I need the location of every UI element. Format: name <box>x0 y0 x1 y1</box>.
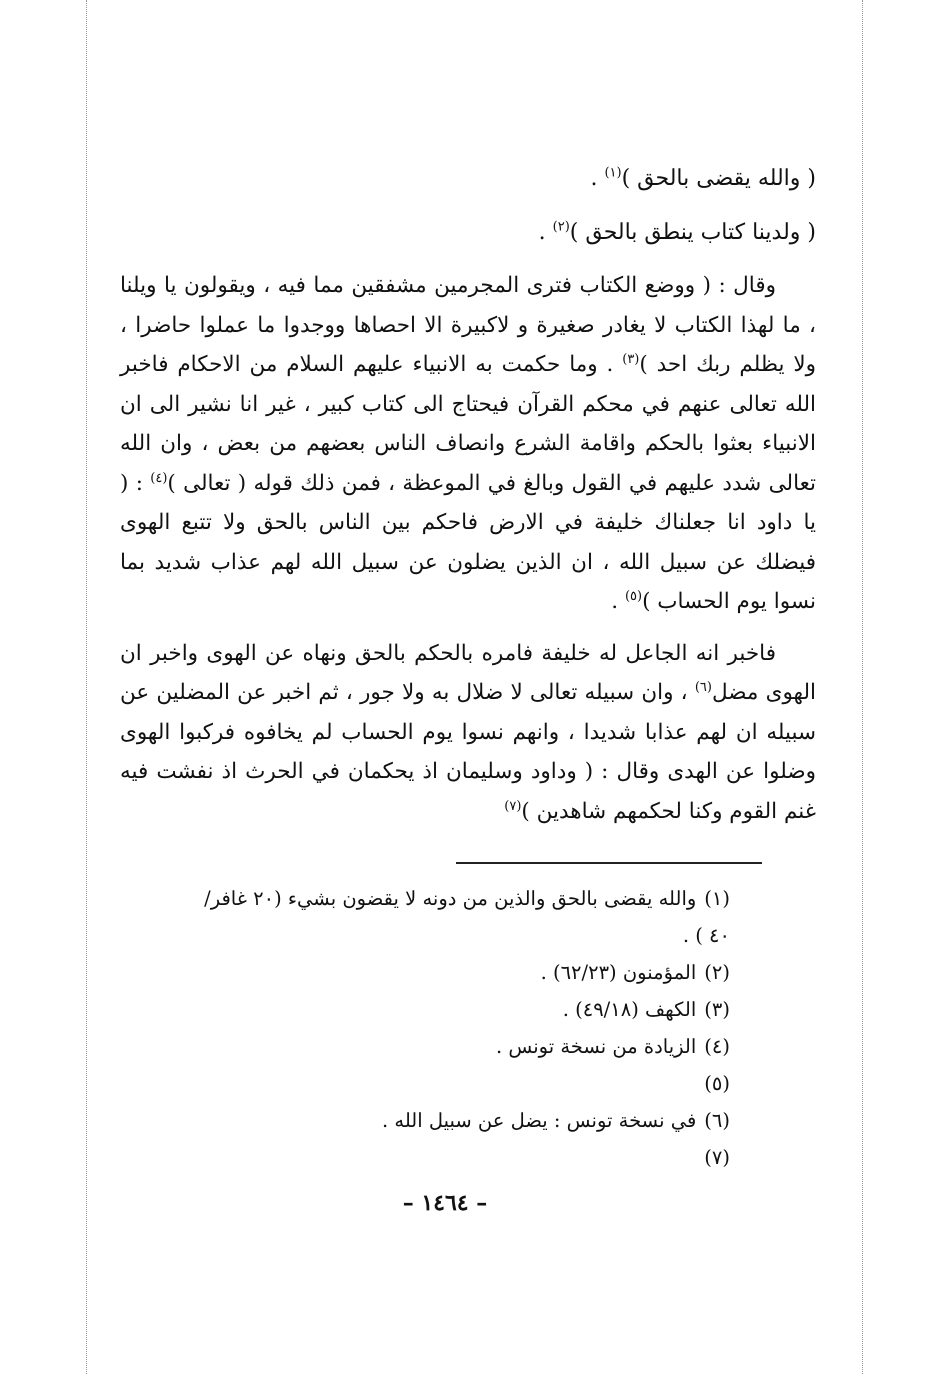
footnote-divider <box>456 862 762 864</box>
footnote-number: (٢) <box>704 961 730 984</box>
verse-ref: (٢) <box>552 219 570 235</box>
page-number: – ١٤٦٤ – <box>402 1190 488 1216</box>
footnote-number: (٦) <box>704 1109 730 1132</box>
footnote-text: ٤٠ ) . <box>682 924 730 947</box>
footnote-text: والله يقضى بالحق والذين من دونه لا يقضون بشيء (٢٠ غافر/ <box>204 887 697 910</box>
footnote-ref: (٥) <box>624 588 643 604</box>
quoted-verse-1 <box>120 152 816 206</box>
quoted-verse-2 <box>120 206 816 260</box>
footnote-number: (١) <box>704 887 730 910</box>
verse-end: . <box>590 166 605 191</box>
footnote-text: المؤمنون (٦٢/٢٣) . <box>540 961 697 984</box>
paragraph-text: فاخبر انه الجاعل له خليفة فامره بالحكم بالحق ونهاه عن الهوى واخبر ان الهوى مضل <box>120 640 816 705</box>
footnote-item <box>120 880 730 917</box>
footnote-item <box>120 954 730 991</box>
footnote-number: (٥) <box>704 1072 730 1095</box>
verse-ref: (١) <box>604 165 622 181</box>
footnote-text: الزيادة من نسخة تونس . <box>495 1035 697 1058</box>
footnote-ref: (٤) <box>150 470 168 486</box>
footnote-number: (٧) <box>704 1146 730 1169</box>
page-body <box>120 150 816 831</box>
footnote-text: في نسخة تونس : يضل عن سبيل الله . <box>381 1109 697 1132</box>
scan-edge-left <box>86 0 87 1374</box>
footnote-item <box>120 1139 730 1176</box>
verse-text: ( والله يقضى بالحق ) <box>621 166 816 191</box>
footnote-ref: (٣) <box>622 351 640 367</box>
footnote-text: الكهف (٤٩/١٨) . <box>562 998 697 1021</box>
footnote-number: (٣) <box>704 998 730 1021</box>
footnote-item <box>120 1065 730 1102</box>
scan-edge-right <box>862 0 863 1374</box>
footnote-item <box>120 1102 730 1139</box>
footnote-item <box>120 991 730 1028</box>
paragraph-2 <box>120 634 816 832</box>
footnote-continuation <box>120 917 730 954</box>
paragraph-text: ، وان سبيله تعالى لا ضلال به ولا جور ، ثم اخبر عن المضلين عن سبيله ان لهم عذابا شديدا ، وانهم نسوا يوم الحساب لم يخافوه فركبوا الهوى وضلوا عن الهدى وقال : ( وداود وسليمان اذ يحكمان في الحرث اذ نفشت فيه غنم القوم وكنا لحكمهم شاهدين ) <box>120 680 816 824</box>
paragraph-end: . <box>611 589 625 614</box>
footnote-ref: (٦) <box>694 679 712 695</box>
paragraph-text: وقال : ( ووضع الكتاب فترى المجرمين مشفقين مما فيه ، ويقولون يا ويلنا ، ما لهذا الكتاب لا يغادر صغيرة و لاكبيرة الا احصاها ووجدوا ما عملوا حاضرا ، ولا يظلم ربك احد ) <box>120 273 816 377</box>
footnote-ref: (٧) <box>504 798 522 814</box>
footnote-number: (٤) <box>704 1035 730 1058</box>
footnotes <box>120 880 730 1176</box>
paragraph-text: . وما حكمت به الانبياء عليهم السلام من الاحكام فاخبر الله تعالى عنهم في محكم القرآن فيحتاج الى كتاب كبير ، غير انا نشير الى ان الانبياء بعثوا بالحكم واقامة الشرع وانصاف الناس بعضهم من بعض ، وان الله تعالى شدد عليهم في القول وبالغ في الموعظة ، فمن ذلك قوله ( تعالى ) <box>120 352 816 496</box>
verse-end: . <box>538 220 553 245</box>
verse-text: ( ولدينا كتاب ينطق بالحق ) <box>569 220 816 245</box>
footnote-item <box>120 1028 730 1065</box>
paragraph-text: : ( يا داود انا جعلناك خليفة في الارض فاحكم بين الناس بالحق ولا تتبع الهوى فيضلك عن سبيل الله ، ان الذين يضلون عن سبيل الله لهم عذاب شديد بما نسوا يوم الحساب ) <box>120 470 816 614</box>
paragraph-1 <box>120 266 816 622</box>
